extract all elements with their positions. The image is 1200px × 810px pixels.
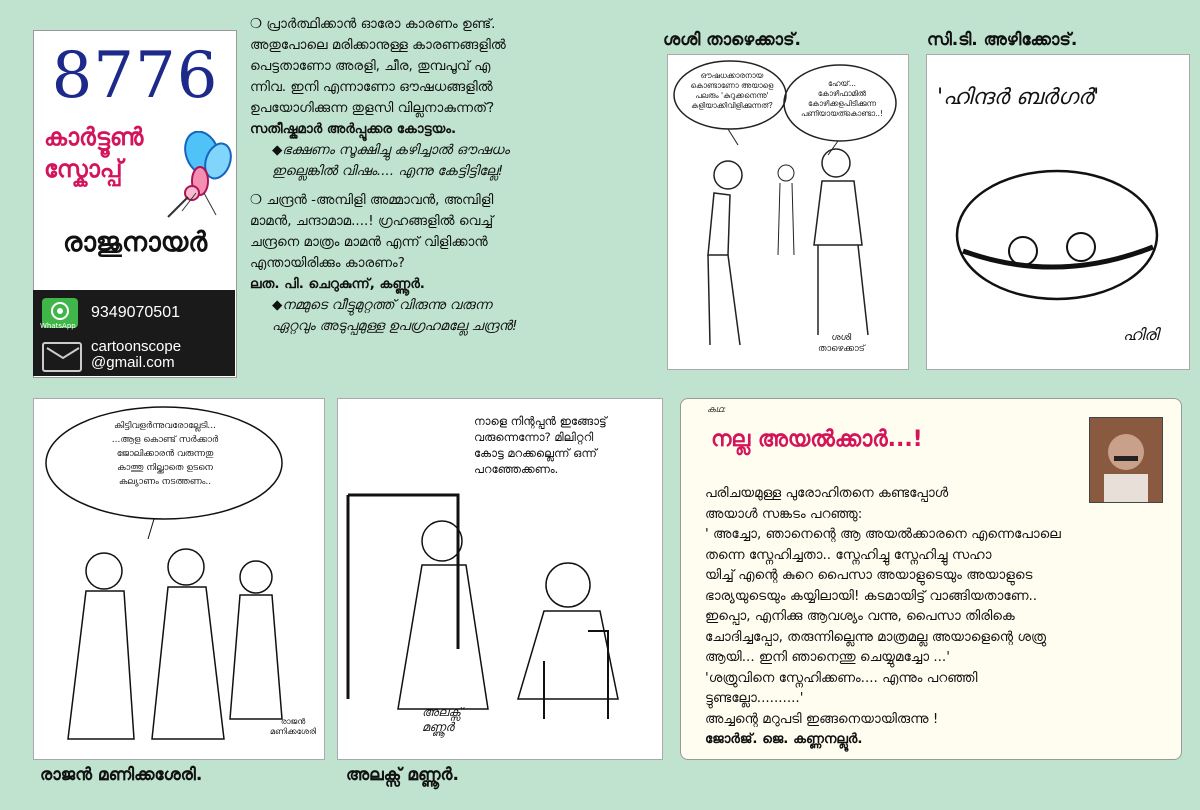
story-box	[680, 398, 1182, 760]
caption-line: നാളെ നിന്റപ്പൻ ഇങ്ങോട്ട്	[474, 414, 607, 428]
story-line: ട്ടുണ്ടല്ലോ..........'	[705, 690, 804, 706]
bubble-line: പലരും 'കുറുക്കനെന്നു'	[695, 91, 769, 100]
asker-2: ലത. പി. ചെറുകുന്ന്, കണ്ണൂർ.	[250, 276, 425, 292]
caption-line: പറഞ്ഞേക്കണം.	[474, 462, 559, 476]
signature-line: ശശി	[831, 333, 852, 343]
signature-line: രാജൻ	[280, 717, 306, 726]
story-line: തന്നെ സ്നേഹിച്ചതാ.. സ്നേഹിച്ചു സ്നേഹിച്ചു സഹാ	[705, 546, 992, 563]
signature-line: മണിക്കശേരി	[270, 727, 317, 736]
column-author: രാജുനായർ	[62, 227, 208, 258]
cartoon-ct	[926, 54, 1190, 370]
story-line: 'ശത്രുവിനെ സ്നേഹിക്കണം.... എന്നും പറഞ്ഞി	[705, 669, 978, 686]
cartoon-rajan	[33, 398, 325, 760]
question-line: ചന്ദ്രനെ മാത്രം മാമൻ എന്ന് വിളിക്കാൻ	[250, 234, 488, 250]
ct-signature: ഹിരി	[1123, 325, 1159, 344]
signature-line: താഴെക്കാട്	[818, 344, 865, 354]
answer-1	[250, 140, 650, 182]
bubble-line: കാത്തു നില്ക്കാതെ ഉടനെ	[117, 463, 213, 473]
column-number: 8776	[51, 39, 219, 113]
question-line: ❍ പ്രാർത്ഥിക്കാൻ ഓരോ കാരണം ഉണ്ട്.	[250, 16, 496, 32]
bubble-line: പണിയായത്കൊണ്ടാ..!	[801, 109, 883, 118]
phone-number[interactable]: 9349070501	[91, 304, 180, 321]
phone-icon	[50, 301, 70, 321]
caption-line: കോട്ട മറക്കല്ലെന്ന് ഒന്ന്	[474, 446, 597, 460]
answer-line: ഇല്ലെങ്കിൽ വിഷം.... എന്നു കേട്ടിട്ടില്ലേ!	[272, 163, 504, 179]
bubble-line: കോഴിക്കളപിടിക്കുന്ന	[807, 99, 877, 108]
rajan-bubble	[62, 419, 268, 489]
sasi-bubble-1	[680, 71, 784, 111]
story-body-2	[705, 524, 1175, 750]
bubble-line: കോഴിഫാമിൽ	[817, 89, 867, 98]
sasi-bubble-2	[790, 79, 894, 119]
cartoonist-name-sasi: ശശി താഴെക്കാട്.	[663, 30, 801, 50]
alex-signature	[422, 705, 461, 735]
story-body	[705, 483, 1105, 524]
bubble-line: കൊണ്ടാണോ അയാളെ	[690, 81, 774, 90]
question-1	[250, 14, 650, 119]
question-line: മാമൻ, ചന്ദാമാമ....! ഗ്രഹങ്ങളിൽ വെച്ച്	[250, 213, 494, 229]
answer-line: ◆ഭക്ഷണം സൂക്ഷിച്ചു കഴിച്ചാൽ ഔഷധം	[272, 142, 510, 158]
bubble-line: ഔഷധക്കാരനായ	[700, 71, 764, 80]
rajan-signature	[270, 717, 316, 737]
question-2	[250, 190, 650, 274]
cartoon-sasi	[667, 54, 909, 370]
whatsapp-label: WhatsApp	[40, 322, 76, 330]
sasi-signature	[818, 333, 865, 355]
story-line: ഭാര്യയുടെയും കയ്യിലായി! കടമായിട്ട് വാങ്ങിയതാണേ..	[705, 587, 1038, 604]
caption-line: വരുന്നെന്നോ? മിലിറ്ററി	[474, 430, 594, 444]
ct-caption: 'ഹിന്ദർ ബർഗർ'	[937, 85, 1100, 110]
question-line: ന്നിവ. ഇനി എന്നാണോ ഔഷധങ്ങളിൽ	[250, 79, 493, 95]
story-line: പരിചയമുള്ള പുരോഹിതനെ കണ്ടപ്പോൾ	[705, 485, 949, 501]
question-line: പെട്ടതാണോ അരളി, ചീര, തുമ്പപൂവ് എ	[250, 58, 491, 74]
story-line: ഇപ്പൊ, എനിക്കു ആവശ്യം വന്നു, പൈസാ തിരികെ	[705, 608, 1015, 624]
answer-2	[250, 295, 650, 337]
email-line2[interactable]: @gmail.com	[91, 354, 175, 371]
column-title-line1: കാർട്ടൂൺ	[44, 123, 144, 151]
story-line: അയാൾ സങ്കടം പറഞ്ഞു:	[705, 505, 863, 522]
bubble-line: കല്യാണം നടത്തണം..	[118, 477, 212, 487]
cartoon-alex	[337, 398, 663, 760]
signature-line: അലക്സ്	[422, 705, 462, 719]
column-title-line2: സ്കോപ്പ്	[44, 155, 123, 183]
bubble-line: ഹേയ്...	[827, 79, 857, 88]
story-author: ജോർജ്. ജെ. കണ്ണനല്ലൂർ.	[705, 731, 863, 747]
answer-line: ◆നമ്മുടെ വീട്ടുമുറ്റത്ത് വിരുന്നു വരുന്ന	[272, 297, 492, 313]
story-line: ആയി... ഇനി ഞാനെന്തു ചെയ്യുമച്ചോ ...'	[705, 649, 950, 665]
qa-section	[250, 14, 650, 337]
question-line: ഉപയോഗിക്കുന്ന തുളസി വില്ലനാകുന്നത്?	[250, 100, 495, 116]
asker-1: സതീഷ്കുമാർ അർപ്പൂക്കര കോട്ടയം.	[250, 121, 457, 137]
bubble-line: കിട്ടിവളർന്നുവരോല്ലേടി...	[114, 421, 216, 431]
question-line: അതുപോലെ മരിക്കാനുള്ള കാരണങ്ങളിൽ	[250, 37, 506, 53]
question-line: എന്തായിരിക്കും കാരണം?	[250, 255, 405, 271]
answer-line: ഏറ്റവും അടുപ്പമുള്ള ഉപഗ്രഹമല്ലേ ചന്ദ്രൻ!	[272, 318, 518, 334]
story-title: നല്ല അയൽക്കാർ...!	[711, 427, 923, 452]
question-line: ❍ ചന്ദ്രൻ -അമ്പിളി അമ്മാവൻ, അമ്പിളി	[250, 192, 494, 208]
story-line: യിച്ച് എന്റെ കുറെ പൈസാ അയാളുടെയും അയാളുടെ	[705, 567, 1033, 583]
cartoonist-name-rajan: രാജൻ മണിക്കശേരി.	[40, 765, 203, 785]
mosquito-icon	[162, 131, 232, 221]
email-line1[interactable]: cartoonscope	[91, 338, 182, 355]
contact-box	[33, 290, 235, 376]
story-line: ' അച്ചോ, ഞാനെന്റെ ആ അയൽക്കാരനെ എന്നെപോലെ	[705, 526, 1061, 542]
bubble-line: ...ആള കൊണ്ട് സർക്കാർ	[111, 435, 219, 445]
cartoon-ct-drawing	[927, 55, 1189, 369]
cartoonist-name-alex: അലക്സ് മണ്ണൂർ.	[346, 765, 459, 785]
bubble-line: കളിയാക്കിവിളിക്കുന്നത്?	[691, 101, 773, 110]
story-line: ചോദിച്ചപ്പോ, തരുന്നില്ലെന്നു മാത്രമല്ല അയാളെന്റെ ശത്രു	[705, 628, 1047, 645]
cartoon-alex-drawing	[338, 399, 662, 759]
story-line: അച്ചന്റെ മറുപടി ഇങ്ങനെയായിരുന്നു !	[705, 710, 939, 727]
story-label: കഥ:	[707, 405, 727, 415]
signature-line: മണ്ണൂർ	[422, 720, 454, 734]
cartoonist-name-ct: സി.ടി. അഴിക്കോട്.	[927, 30, 1078, 50]
bubble-line: ജോലിക്കാരൻ വരുന്നതു	[116, 449, 214, 459]
